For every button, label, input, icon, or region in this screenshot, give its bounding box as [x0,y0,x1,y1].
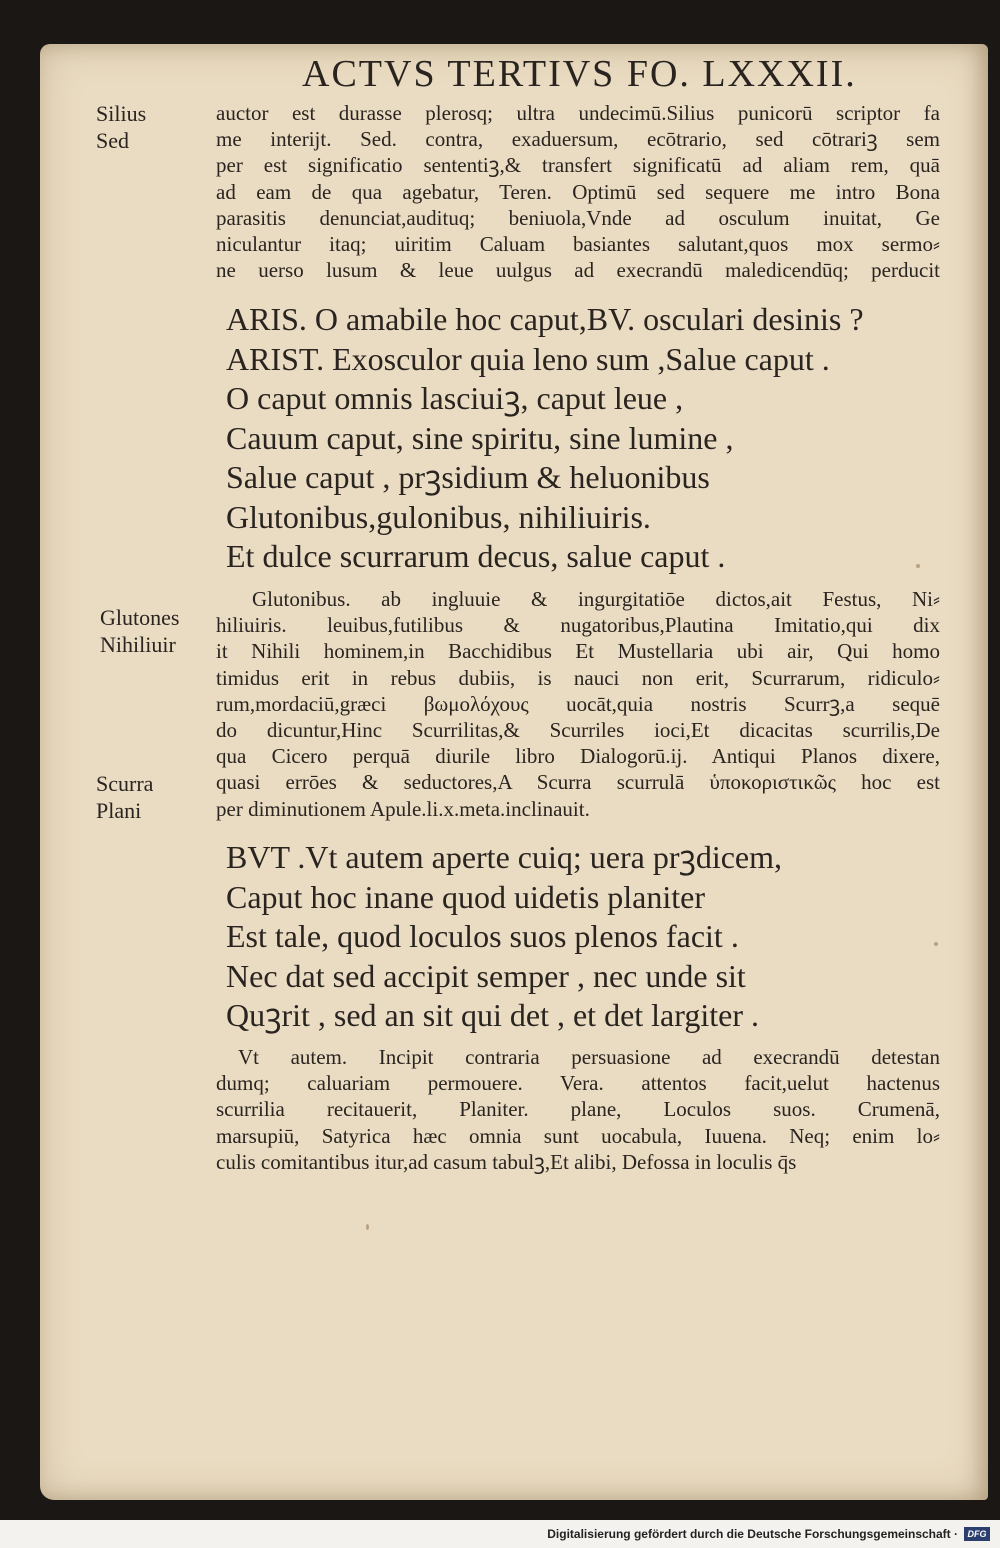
verse-block-2 [226,838,946,1036]
verse-line: Et dulce scurrarum decus, salue caput . [226,538,726,574]
commentary-block-1 [216,100,940,283]
book-page [40,44,988,1500]
margin-note-nihiliuir: Nihiliuir [100,632,176,657]
commentary-line: Glutonibus. ab ingluuie & ingurgitatiōe dictos,ait Festus, Ni⸗ [252,587,940,611]
margin-note-scurra: Scurra [96,771,154,796]
credit-text: Digitalisierung gefördert durch die Deutsche Forschungsgemeinschaft · [547,1527,958,1541]
verse-line: Quꝫrit , sed an sit qui det , et det largiter . [226,997,759,1033]
commentary-line: culis comitantibus itur,ad casum tabulꝫ,Et alibi, Defossa in loculis q̄s [216,1149,797,1174]
verse-line: Caput hoc inane quod uidetis planiter [226,878,705,915]
commentary-line: qua Cicero perquā diurile libro Dialogorū.ij. Antiqui Planos dixere, [216,744,940,769]
verse-line: BVT .Vt autem aperte cuiq; uera prꝫdicem, [226,839,783,875]
verse-line: ARIS. O amabile hoc caput,BV. osculari desinis ? [226,301,864,337]
margin-note-sed: Sed [96,128,129,153]
commentary-line: niculantur itaq; uiritim Caluam basiantes salutant,quos mox sermo⸗ [216,231,940,256]
verse-block-1 [226,300,946,577]
commentary-line: timidus erit in rebus dubiis, is nauci non erit, Scurrarum, ridiculo⸗ [216,665,940,690]
digitization-credit [0,1520,1000,1548]
running-head: ACTVS TERTIVS FO. LXXXII. [302,53,857,95]
verse-line: Nec dat sed accipit semper , nec unde sit [226,957,746,994]
paper-speck [934,942,938,946]
commentary-line: rum,mordaciū,græci βωμολόχους uocāt,quia nostris Scurrꝫ,a sequē [216,691,940,716]
commentary-line: it Nihili hominem,in Bacchidibus Et Mustellaria ubi air, Qui homo [216,639,940,664]
verse-line: Est tale, quod loculos suos plenos facit . [226,918,739,954]
commentary-block-2 [216,586,940,822]
commentary-line: scurrilia recitauerit, Planiter. plane, Loculos suos. Crumenā, [216,1097,940,1122]
commentary-line: ne uerso lusum & leue uulgus ad execrandū maledicendūq; perducit [216,258,940,283]
verse-line: O caput omnis lasciuiꝫ, caput leue , [226,380,684,416]
paper-speck [916,564,920,568]
verse-line: Glutonibus,gulonibus, nihiliuiris. [226,498,651,535]
commentary-line: dumq; caluariam permouere. Vera. attentos facit,uelut hactenus [216,1071,940,1096]
commentary-line: quasi errōes & seductores,A Scurra scurrulā ὑποκοριστικῶς hoc est [216,770,940,795]
commentary-line: hiliuiris. leuibus,futilibus & nugatoribus,Plautina Imitatio,qui dix [216,613,940,638]
margin-note-glutones: Glutones [100,605,180,630]
commentary-line: parasitis denunciat,audituq; beniuola,Vnde ad osculum inuitat, Ge [216,205,940,230]
commentary-line: per diminutionem Apule.li.x.meta.inclinauit. [216,796,590,821]
paper-speck [366,1224,369,1230]
commentary-line: do dicuntur,Hinc Scurrilitas,& Scurriles ioci,Et dicacitas scurrilis,De [216,717,940,742]
commentary-line: me interijt. Sed. contra, exaduersum, ecōtrario, sed cōtrariꝫ sem [216,127,940,152]
dfg-logo: DFG [964,1527,990,1541]
margin-note-plani: Plani [96,798,142,823]
commentary-line: auctor est durasse plerosq; ultra undecimū.Silius punicorū scriptor fa [216,101,940,125]
verse-line: Cauum caput, sine spiritu, sine lumine , [226,419,734,456]
commentary-block-3 [216,1044,940,1175]
margin-note-silius: Silius [96,101,147,126]
commentary-line: marsupiū, Satyrica hæc omnia sunt uocabula, Iuuena. Neq; enim lo⸗ [216,1123,940,1148]
commentary-line: ad eam de qua agebatur, Teren. Optimū sed sequere me intro Bona [216,179,940,204]
verse-line: ARIST. Exosculor quia leno sum ,Salue caput . [226,340,830,377]
verse-line: Salue caput , prꝫsidium & heluonibus [226,459,710,495]
commentary-line: per est significatio sententiꝫ,& transfert significatū ad aliam rem, quā [216,153,940,178]
commentary-line: Vt autem. Incipit contraria persuasione ad execrandū detestan [238,1045,940,1069]
